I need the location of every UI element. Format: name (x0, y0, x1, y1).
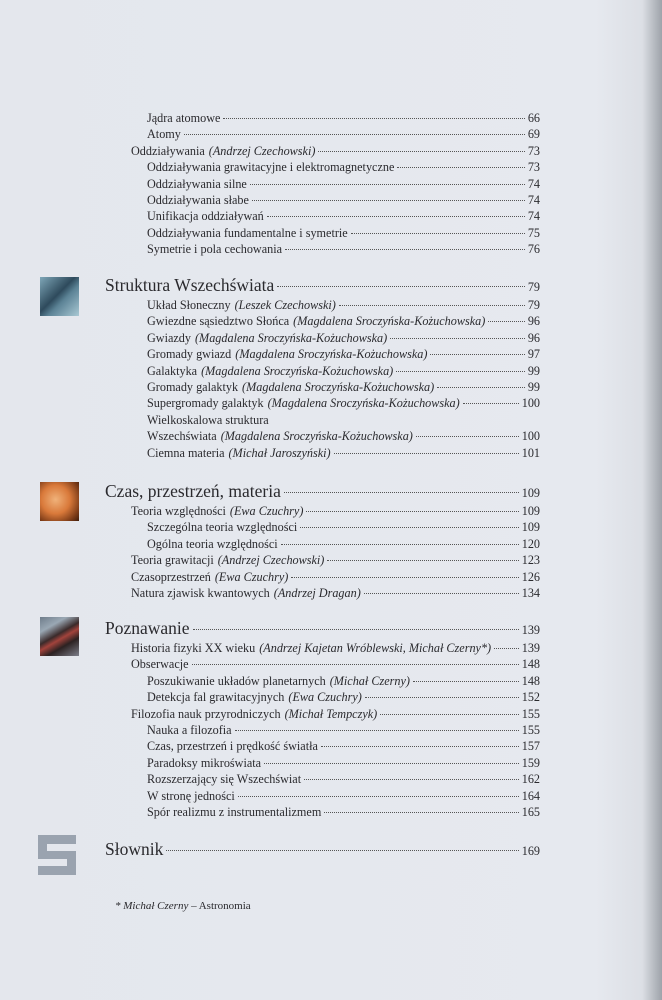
dot-leader (184, 134, 525, 135)
entry-page-number: 164 (521, 788, 540, 803)
toc-entry[interactable] (147, 330, 540, 346)
entry-page-number: 123 (521, 553, 540, 568)
dot-leader (364, 593, 519, 594)
entry-title: W stronę jedności (147, 788, 235, 803)
entry-author: (Magdalena Sroczyńska-Kożuchowska) (242, 380, 435, 394)
entry-title: Wszechświata (147, 429, 217, 444)
entry-title: Oddziaływania silne (147, 176, 247, 191)
entry-title: Filozofia nauk przyrodniczych (131, 706, 281, 721)
entry-title: Nauka a filozofia (147, 723, 232, 737)
dot-leader (284, 492, 519, 493)
toc-entry[interactable] (147, 346, 540, 362)
toc-entry[interactable] (131, 143, 540, 159)
toc-entry[interactable] (147, 689, 540, 705)
toc-entry[interactable] (147, 110, 540, 126)
dot-leader (264, 763, 519, 764)
dot-leader (267, 216, 525, 217)
toc-entry[interactable] (147, 225, 540, 241)
entry-author: (Leszek Czechowski) (234, 298, 336, 312)
section-heading[interactable] (105, 838, 540, 862)
entry-page-number: 99 (527, 380, 540, 394)
dot-leader (339, 305, 525, 306)
entry-title: Ogólna teoria względności (147, 536, 278, 551)
section-title: Poznawanie (105, 618, 190, 638)
entry-page-number: 157 (521, 739, 540, 754)
entry-title: Gwiazdy (147, 330, 191, 345)
dot-leader (223, 118, 524, 119)
dot-leader (396, 371, 525, 372)
entry-page-number: 66 (527, 111, 540, 125)
entry-title: Supergromady galaktyk (147, 396, 264, 411)
entry-title: Natura zjawisk kwantowych (131, 586, 270, 600)
entry-page-number: 73 (527, 160, 540, 175)
entry-page-number: 159 (521, 755, 540, 770)
toc-entry[interactable] (131, 569, 540, 585)
footnote-name: * Michał Czerny (115, 900, 189, 912)
dot-leader (327, 560, 518, 561)
section-heading[interactable] (105, 480, 540, 504)
dot-leader (334, 453, 519, 454)
dot-leader (300, 527, 518, 528)
entry-page-number: 101 (521, 445, 540, 460)
toc-entry[interactable] (147, 722, 540, 738)
toc-entry[interactable] (147, 445, 540, 461)
section-page-number: 139 (521, 623, 540, 637)
entry-page-number: 74 (527, 193, 540, 207)
entry-title: Oddziaływania słabe (147, 193, 249, 207)
toc-entry[interactable] (147, 126, 540, 142)
entry-page-number: 74 (527, 209, 540, 224)
galaxy-image (40, 277, 79, 316)
letter-s-stroke (38, 866, 76, 875)
dot-leader (463, 403, 519, 404)
dot-leader (250, 184, 525, 185)
entry-title: Rozszerzający się Wszechświat (147, 772, 302, 787)
entry-page-number: 165 (521, 805, 540, 819)
toc-entry[interactable] (147, 159, 540, 175)
entry-title: Unifikacja oddziaływań (147, 209, 264, 224)
entry-title: Czasoprzestrzeń (131, 569, 211, 584)
dot-leader (304, 779, 519, 780)
dot-leader (324, 812, 518, 813)
entry-page-number: 97 (527, 347, 540, 362)
dot-leader (281, 544, 519, 545)
toc-entry[interactable] (131, 656, 540, 672)
entry-title: Historia fizyki XX wieku (131, 641, 256, 655)
section-title: Czas, przestrzeń, materia (105, 481, 281, 501)
toc-entry[interactable] (147, 673, 540, 689)
toc-entry[interactable] (131, 585, 540, 601)
dot-leader (380, 714, 519, 715)
entry-author: (Michał Tempczyk) (284, 706, 378, 721)
entry-page-number: 155 (521, 723, 540, 737)
entry-title: Atomy (147, 127, 181, 142)
entry-page-number: 139 (521, 641, 540, 655)
entry-page-number: 155 (521, 706, 540, 721)
toc-entry[interactable] (131, 552, 540, 568)
entry-author: (Magdalena Sroczyńska-Kożuchowska) (201, 363, 394, 378)
section-page-number: 79 (527, 280, 540, 294)
entry-title: Gromady gwiazd (147, 347, 232, 362)
entry-title: Paradoksy mikroświata (147, 755, 262, 770)
entry-title: Ciemna materia (147, 445, 225, 460)
entry-page-number: 148 (521, 673, 540, 688)
section-page-number: 109 (521, 486, 540, 500)
toc-entry[interactable] (147, 176, 540, 192)
entry-author: (Andrzej Czechowski) (208, 143, 316, 158)
entry-page-number: 152 (521, 690, 540, 705)
toc-entry[interactable] (131, 503, 540, 519)
entry-author: (Magdalena Sroczyńska-Kożuchowska) (293, 314, 486, 329)
entry-author: (Magdalena Sroczyńska-Kożuchowska) (235, 347, 428, 362)
dot-leader (413, 681, 519, 682)
entry-title: Obserwacje (131, 657, 189, 672)
entry-title: Układ Słoneczny (147, 298, 231, 312)
dot-leader (351, 233, 525, 234)
toc-entry[interactable] (147, 363, 540, 379)
entry-page-number: 73 (527, 143, 540, 158)
entry-page-number: 99 (527, 363, 540, 378)
entry-author: (Andrzej Dragan) (273, 586, 361, 600)
entry-page-number: 96 (527, 330, 540, 345)
sphere-image (40, 482, 79, 521)
entry-author: (Michał Czerny) (329, 673, 410, 688)
dot-leader (430, 354, 524, 355)
toc-entry[interactable] (147, 519, 540, 535)
dot-leader (166, 850, 518, 851)
entry-author: (Andrzej Kajetan Wróblewski, Michał Czerny*) (259, 641, 492, 655)
entry-page-number: 134 (521, 586, 540, 600)
dot-leader (291, 577, 518, 578)
entry-page-number: 120 (521, 536, 540, 551)
dot-leader (277, 286, 525, 287)
dot-leader (285, 249, 525, 250)
telescope-image (40, 617, 79, 656)
section-title: Słownik (105, 839, 164, 859)
entry-page-number: 79 (527, 298, 540, 312)
toc-entry[interactable] (147, 804, 540, 820)
entry-title: Poszukiwanie układów planetarnych (147, 673, 326, 688)
letter-s-glyph (38, 835, 76, 875)
entry-title: Czas, przestrzeń i prędkość światła (147, 739, 318, 754)
toc-entry[interactable] (131, 706, 540, 722)
dot-leader (494, 648, 519, 649)
toc-entry[interactable] (147, 412, 540, 428)
dot-leader (416, 436, 519, 437)
entry-author: (Magdalena Sroczyńska-Kożuchowska) (220, 429, 413, 444)
entry-page-number: 109 (521, 504, 540, 518)
toc-entry[interactable] (131, 640, 540, 656)
entry-page-number: 74 (527, 176, 540, 191)
entry-page-number: 162 (521, 772, 540, 787)
entry-title: Teoria względności (131, 504, 226, 518)
dot-leader (397, 167, 524, 168)
entry-author: (Ewa Czuchry) (288, 690, 362, 705)
entry-page-number: 100 (521, 429, 540, 444)
dot-leader (192, 664, 519, 665)
entry-author: (Michał Jaroszyński) (228, 445, 331, 460)
entry-title: Wielkoskalowa struktura (147, 412, 269, 427)
dot-leader (365, 697, 519, 698)
toc-entry[interactable] (147, 297, 540, 313)
toc-entry[interactable] (147, 395, 540, 411)
section-heading[interactable] (105, 274, 540, 298)
dot-leader (306, 511, 518, 512)
entry-title: Spór realizmu z instrumentalizmem (147, 805, 322, 819)
entry-page-number: 76 (527, 242, 540, 257)
section-heading[interactable] (105, 617, 540, 641)
entry-page-number: 126 (521, 569, 540, 584)
entry-title: Jądra atomowe (147, 111, 221, 125)
dot-leader (238, 796, 519, 797)
toc-entry[interactable] (147, 428, 540, 444)
toc-entry[interactable] (147, 313, 540, 329)
dot-leader (321, 746, 519, 747)
toc-entry[interactable] (147, 788, 540, 804)
toc-entry[interactable] (147, 771, 540, 787)
toc-entry[interactable] (147, 536, 540, 552)
entry-page-number: 75 (527, 225, 540, 240)
entry-page-number: 100 (521, 396, 540, 411)
entry-author: (Andrzej Czechowski) (217, 553, 325, 568)
dot-leader (193, 629, 519, 630)
entry-author: (Ewa Czuchry) (214, 569, 289, 584)
toc-entry[interactable] (147, 192, 540, 208)
entry-page-number: 96 (527, 314, 540, 329)
section-title: Struktura Wszechświata (105, 275, 275, 295)
entry-title: Gromady galaktyk (147, 380, 239, 394)
footnote-text: – Astronomia (188, 900, 251, 912)
entry-title: Szczególna teoria względności (147, 520, 298, 535)
entry-author: (Magdalena Sroczyńska-Kożuchowska) (267, 396, 460, 411)
toc-entry[interactable] (147, 241, 540, 257)
toc-entry[interactable] (147, 738, 540, 754)
entry-title: Gwiezdne sąsiedztwo Słońca (147, 314, 290, 329)
toc-entry[interactable] (147, 379, 540, 395)
dot-leader (318, 151, 524, 152)
footnote (115, 900, 251, 912)
dot-leader (235, 730, 519, 731)
section-page-number: 169 (521, 844, 540, 858)
entry-author: (Ewa Czuchry) (229, 504, 304, 518)
entry-title: Symetrie i pola cechowania (147, 242, 283, 257)
entry-page-number: 109 (521, 520, 540, 535)
letter-s-icon (38, 835, 76, 875)
entry-title: Galaktyka (147, 363, 198, 378)
dot-leader (488, 321, 525, 322)
entry-page-number: 69 (527, 127, 540, 142)
entry-title: Oddziaływania (131, 143, 205, 158)
dot-leader (437, 387, 525, 388)
entry-title: Detekcja fal grawitacyjnych (147, 690, 285, 705)
entry-title: Teoria grawitacji (131, 553, 214, 568)
entry-page-number: 148 (521, 657, 540, 672)
dot-leader (390, 338, 525, 339)
toc-entry[interactable] (147, 755, 540, 771)
dot-leader (252, 200, 525, 201)
entry-title: Oddziaływania fundamentalne i symetrie (147, 225, 348, 240)
toc-entry[interactable] (147, 208, 540, 224)
entry-author: (Magdalena Sroczyńska-Kożuchowska) (195, 330, 388, 345)
entry-title: Oddziaływania grawitacyjne i elektromagnetyczne (147, 160, 395, 175)
